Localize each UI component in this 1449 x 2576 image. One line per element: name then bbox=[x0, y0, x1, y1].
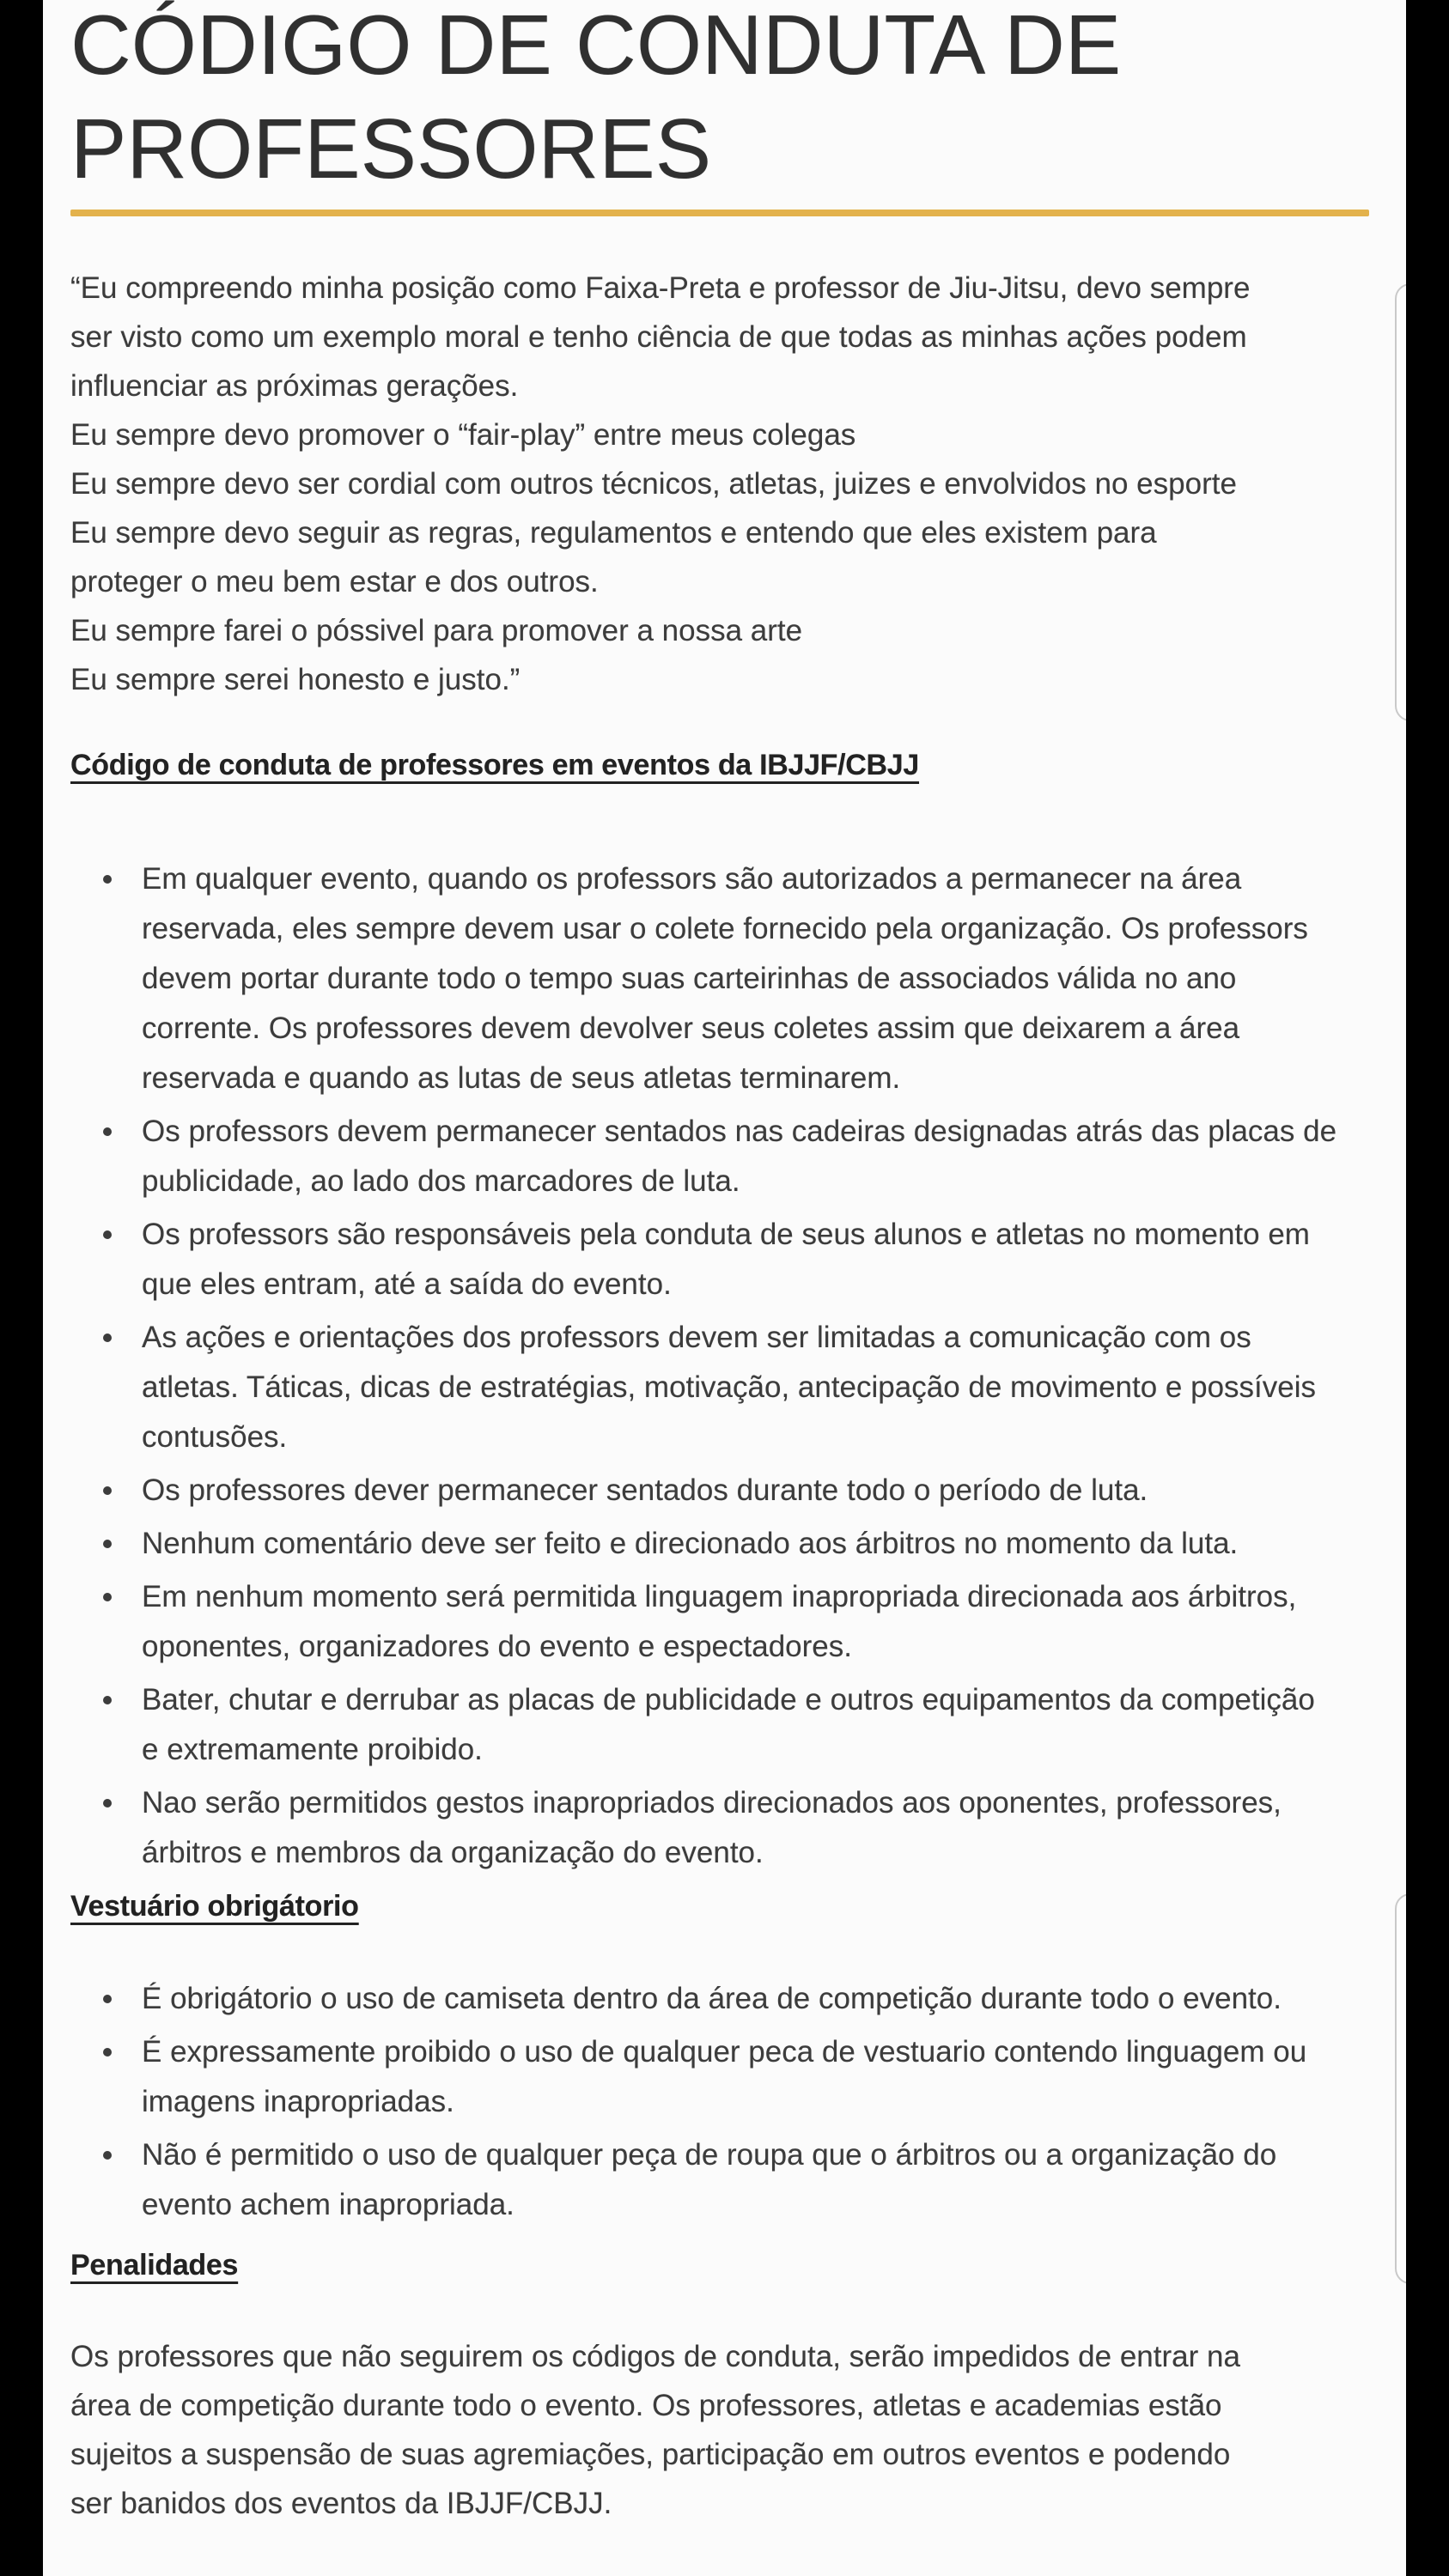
accent-divider bbox=[70, 210, 1369, 216]
section-penalties bbox=[70, 2245, 1406, 2528]
text-line: Eu sempre serei honesto e justo.” bbox=[70, 663, 521, 696]
text-line: Os professores dever permanecer sentados durante todo o período de luta. bbox=[142, 1473, 1148, 1507]
page-title-line-2: PROFESSORES bbox=[70, 101, 712, 196]
section-dress-code bbox=[70, 1886, 1406, 2230]
text-line: ser visto como um exemplo moral e tenho ciência de que todas as minhas ações podem bbox=[70, 320, 1247, 354]
left-letterbox-bar bbox=[0, 0, 43, 2576]
text-line: Não é permitido o uso de qualquer peça de roupa que o árbitros ou a organização do bbox=[142, 2138, 1277, 2172]
text-line: contusões. bbox=[142, 1420, 288, 1454]
section-heading: Penalidades bbox=[70, 2249, 239, 2281]
text-line: Eu sempre devo seguir as regras, regulamentos e entendo que eles existem para bbox=[70, 516, 1157, 550]
bullet-item bbox=[70, 854, 1406, 1103]
text-line: Nenhum comentário deve ser feito e direcionado aos árbitros no momento da luta. bbox=[142, 1527, 1239, 1560]
text-line: Bater, chutar e derrubar as placas de publicidade e outros equipamentos da competição bbox=[142, 1683, 1315, 1716]
text-line: imagens inapropriadas. bbox=[142, 2085, 454, 2118]
bullet-item bbox=[70, 1210, 1406, 1309]
bullet-item bbox=[70, 1466, 1406, 1516]
text-line: Em nenhum momento será permitida linguagem inapropriada direcionada aos árbitros, bbox=[142, 1580, 1297, 1613]
text-line: ser banidos dos eventos da IBJJF/CBJJ. bbox=[70, 2487, 612, 2520]
bullet-list bbox=[70, 854, 1406, 1878]
text-line: sujeitos a suspensão de suas agremiações, participação em outros eventos e podendo bbox=[70, 2438, 1231, 2471]
bullet-item bbox=[70, 1313, 1406, 1462]
text-line: área de competição durante todo o evento. Os professores, atletas e academias estão bbox=[70, 2389, 1222, 2422]
text-line: Eu sempre devo promover o “fair-play” entre meus colegas bbox=[70, 418, 856, 452]
text-line: É expressamente proibido o uso de qualquer peca de vestuario contendo linguagem ou bbox=[142, 2035, 1307, 2069]
text-line: Os professors devem permanecer sentados nas cadeiras designadas atrás das placas de bbox=[142, 1115, 1337, 1148]
page-title-line-1: CÓDIGO DE CONDUTA DE bbox=[70, 0, 1122, 92]
text-line: Os professors são responsáveis pela conduta de seus alunos e atletas no momento em bbox=[142, 1218, 1310, 1251]
text-line: devem portar durante todo o tempo suas carteirinhas de associados válida no ano bbox=[142, 962, 1237, 995]
text-line: Eu sempre devo ser cordial com outros técnicos, atletas, juizes e envolvidos no esporte bbox=[70, 467, 1237, 501]
text-line: As ações e orientações dos professors devem ser limitadas a comunicação com os bbox=[142, 1321, 1251, 1354]
bullet-item bbox=[70, 1778, 1406, 1878]
text-line: proteger o meu bem estar e dos outros. bbox=[70, 565, 599, 598]
text-line: oponentes, organizadores do evento e espectadores. bbox=[142, 1630, 852, 1663]
text-line: Nao serão permitidos gestos inapropriados direcionados aos oponentes, professores, bbox=[142, 1786, 1282, 1820]
document-content bbox=[43, 0, 1406, 2576]
text-line: É obrigátorio o uso de camiseta dentro da área de competição durante todo o evento. bbox=[142, 1982, 1282, 2015]
bullet-item bbox=[70, 2027, 1406, 2127]
text-line: influenciar as próximas gerações. bbox=[70, 369, 519, 403]
right-letterbox-bar bbox=[1406, 0, 1449, 2576]
text-line: publicidade, ao lado dos marcadores de luta. bbox=[142, 1164, 740, 1198]
bullet-item bbox=[70, 1107, 1406, 1206]
bullet-list bbox=[70, 1974, 1406, 2230]
penalties-paragraph bbox=[70, 2332, 1406, 2528]
text-line: “Eu compreendo minha posição como Faixa-Preta e professor de Jiu-Jitsu, devo sempre bbox=[70, 271, 1251, 305]
bullet-item bbox=[70, 1675, 1406, 1775]
bullet-item bbox=[70, 2130, 1406, 2230]
section-heading: Vestuário obrigátorio bbox=[70, 1890, 359, 1923]
text-line: Em qualquer evento, quando os professors são autorizados a permanecer na área bbox=[142, 862, 1242, 896]
text-line: que eles entram, até a saída do evento. bbox=[142, 1267, 672, 1301]
section-heading: Código de conduta de professores em eventos da IBJJF/CBJJ bbox=[70, 749, 920, 781]
bullet-item bbox=[70, 1974, 1406, 2024]
text-line: atletas. Táticas, dicas de estratégias, motivação, antecipação de movimento e possíveis bbox=[142, 1370, 1317, 1404]
text-line: evento achem inapropriada. bbox=[142, 2188, 514, 2221]
text-line: árbitros e membros da organização do evento. bbox=[142, 1836, 764, 1869]
text-line: Eu sempre farei o póssivel para promover a nossa arte bbox=[70, 614, 803, 647]
text-line: corrente. Os professores devem devolver seus coletes assim que deixarem a área bbox=[142, 1012, 1240, 1045]
intro-quote bbox=[70, 264, 1406, 704]
text-line: reservada e quando as lutas de seus atletas terminarem. bbox=[142, 1061, 901, 1095]
section-event-conduct bbox=[70, 745, 1406, 1878]
bullet-item bbox=[70, 1519, 1406, 1569]
bullet-item bbox=[70, 1572, 1406, 1672]
page-title bbox=[70, 0, 1406, 201]
text-line: e extremamente proibido. bbox=[142, 1733, 483, 1766]
text-line: reservada, eles sempre devem usar o colete fornecido pela organização. Os professors bbox=[142, 912, 1308, 945]
text-line: Os professores que não seguirem os códigos de conduta, serão impedidos de entrar na bbox=[70, 2340, 1240, 2373]
